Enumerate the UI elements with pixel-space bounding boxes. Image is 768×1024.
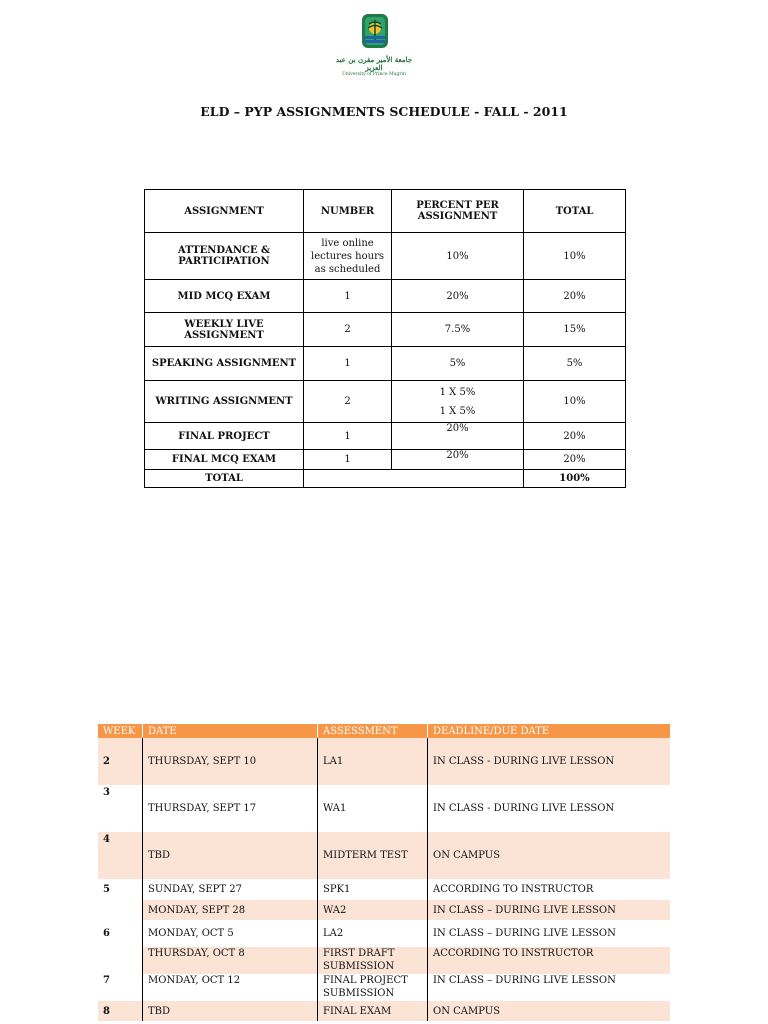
assessment-schedule-table [98, 724, 670, 1021]
date-cell: THURSDAY, SEPT 17 [143, 785, 318, 832]
table-header-row [145, 190, 626, 233]
grand-total-cell: 100% [524, 470, 626, 488]
date-cell: TBD [143, 832, 318, 879]
assignment-cell: FINAL MCQ EXAM [145, 450, 304, 470]
number-cell: 1 [304, 423, 392, 450]
total-cell: 15% [524, 313, 626, 347]
table-row [98, 832, 670, 879]
logo-emblem-icon [328, 6, 420, 56]
total-cell: 20% [524, 280, 626, 313]
number-cell: 2 [304, 381, 392, 423]
week-cell: 2 [98, 738, 143, 785]
number-cell: live online lectures hours as scheduled [304, 233, 392, 280]
assessment-cell: FINAL EXAM [318, 1001, 428, 1021]
university-logo [328, 6, 420, 78]
total-label: TOTAL [145, 470, 304, 488]
schedule-header-row [98, 724, 670, 738]
number-cell: 1 [304, 347, 392, 381]
logo-arabic-text: جامعة الأمير مقرن بن عبد العزيز [335, 55, 413, 72]
total-cell: 10% [524, 381, 626, 423]
deadline-cell: ON CAMPUS [428, 832, 671, 879]
grade-distribution-table [144, 189, 626, 488]
assessment-cell: FINAL PROJECT SUBMISSION [318, 974, 428, 1001]
deadline-cell: IN CLASS - DURING LIVE LESSON [433, 803, 615, 814]
assignment-cell: SPEAKING ASSIGNMENT [145, 347, 304, 381]
assessment-cell: LA2 [318, 920, 428, 947]
date-cell: MONDAY, SEPT 28 [143, 900, 318, 920]
table-row [98, 900, 670, 920]
week-cell: 7 [98, 974, 143, 1001]
header-percent: PERCENT PER ASSIGNMENT [392, 190, 524, 233]
table-row [98, 947, 670, 974]
table-row [98, 974, 670, 1001]
assessment-cell: WA1 [318, 785, 428, 832]
date-cell: MONDAY, OCT 12 [143, 974, 318, 1001]
percent-cell: 20% [392, 423, 524, 450]
assignment-cell: MID MCQ EXAM [145, 280, 304, 313]
assignment-cell: FINAL PROJECT [145, 423, 304, 450]
table-row [145, 347, 626, 381]
percent-cell: 20% [392, 450, 524, 470]
week-cell: 6 [98, 920, 143, 947]
header-number: NUMBER [304, 190, 392, 233]
table-row [98, 879, 670, 900]
assessment-cell: MIDTERM TEST [318, 832, 428, 879]
percent-line: 1 X 5% [439, 386, 476, 398]
header-deadline: DEADLINE/DUE DATE [428, 724, 671, 738]
assessment-cell: WA2 [318, 900, 428, 920]
percent-cell: 7.5% [392, 313, 524, 347]
week-cell [98, 947, 143, 974]
date-cell: THURSDAY, OCT 8 [143, 947, 318, 974]
total-cell: 10% [524, 233, 626, 280]
date-cell: THURSDAY, SEPT 10 [143, 738, 318, 785]
deadline-cell: IN CLASS – DURING LIVE LESSON [433, 928, 616, 939]
date-cell: MONDAY, OCT 5 [143, 920, 318, 947]
percent-cell: 20% [392, 280, 524, 313]
total-row [145, 470, 626, 488]
assignment-cell: WEEKLY LIVE ASSIGNMENT [145, 313, 304, 347]
table-row [145, 423, 626, 450]
table-row [98, 920, 670, 947]
number-cell: 1 [304, 280, 392, 313]
week-cell: 3 [98, 785, 143, 832]
week-cell: 5 [98, 879, 143, 900]
deadline-cell: IN CLASS – DURING LIVE LESSON [428, 900, 671, 920]
page-title: ELD – PYP ASSIGNMENTS SCHEDULE - FALL - 2011 [200, 104, 568, 119]
deadline-cell: ACCORDING TO INSTRUCTOR [433, 884, 594, 895]
total-cell: 20% [524, 450, 626, 470]
table-row [98, 1001, 670, 1021]
assignment-cell: ATTENDANCE & PARTICIPATION [145, 233, 304, 280]
week-cell: 4 [98, 832, 143, 879]
header-date: DATE [143, 724, 318, 738]
table-row [145, 313, 626, 347]
header-assessment: ASSESSMENT [318, 724, 428, 738]
table-row [145, 450, 626, 470]
table-row [98, 785, 670, 832]
week-cell: 8 [98, 1001, 143, 1021]
deadline-cell: ACCORDING TO INSTRUCTOR [428, 947, 671, 974]
number-cell: 1 [304, 450, 392, 470]
total-cell: 20% [524, 423, 626, 450]
date-cell: TBD [143, 1001, 318, 1021]
total-empty-cell [304, 470, 524, 488]
header-assignment: ASSIGNMENT [145, 190, 304, 233]
percent-line: 1 X 5% [439, 405, 476, 417]
table-row [145, 381, 626, 423]
deadline-cell: IN CLASS - DURING LIVE LESSON [428, 738, 671, 785]
table-row [98, 738, 670, 785]
date-cell: SUNDAY, SEPT 27 [143, 879, 318, 900]
week-cell [98, 900, 143, 920]
number-cell: 2 [304, 313, 392, 347]
assignment-cell: WRITING ASSIGNMENT [145, 381, 304, 423]
assessment-cell: SPK1 [318, 879, 428, 900]
header-total: TOTAL [524, 190, 626, 233]
assessment-cell: LA1 [318, 738, 428, 785]
logo-english-text: University of Prince Mugrin [342, 72, 406, 77]
table-row [145, 280, 626, 313]
deadline-cell: ON CAMPUS [428, 1001, 671, 1021]
percent-cell [392, 381, 524, 423]
assessment-cell: FIRST DRAFT SUBMISSION [318, 947, 428, 974]
total-cell: 5% [524, 347, 626, 381]
deadline-cell: IN CLASS – DURING LIVE LESSON [433, 975, 616, 986]
table-row [145, 233, 626, 280]
percent-cell: 10% [392, 233, 524, 280]
percent-cell: 5% [392, 347, 524, 381]
header-week: WEEK [98, 724, 143, 738]
